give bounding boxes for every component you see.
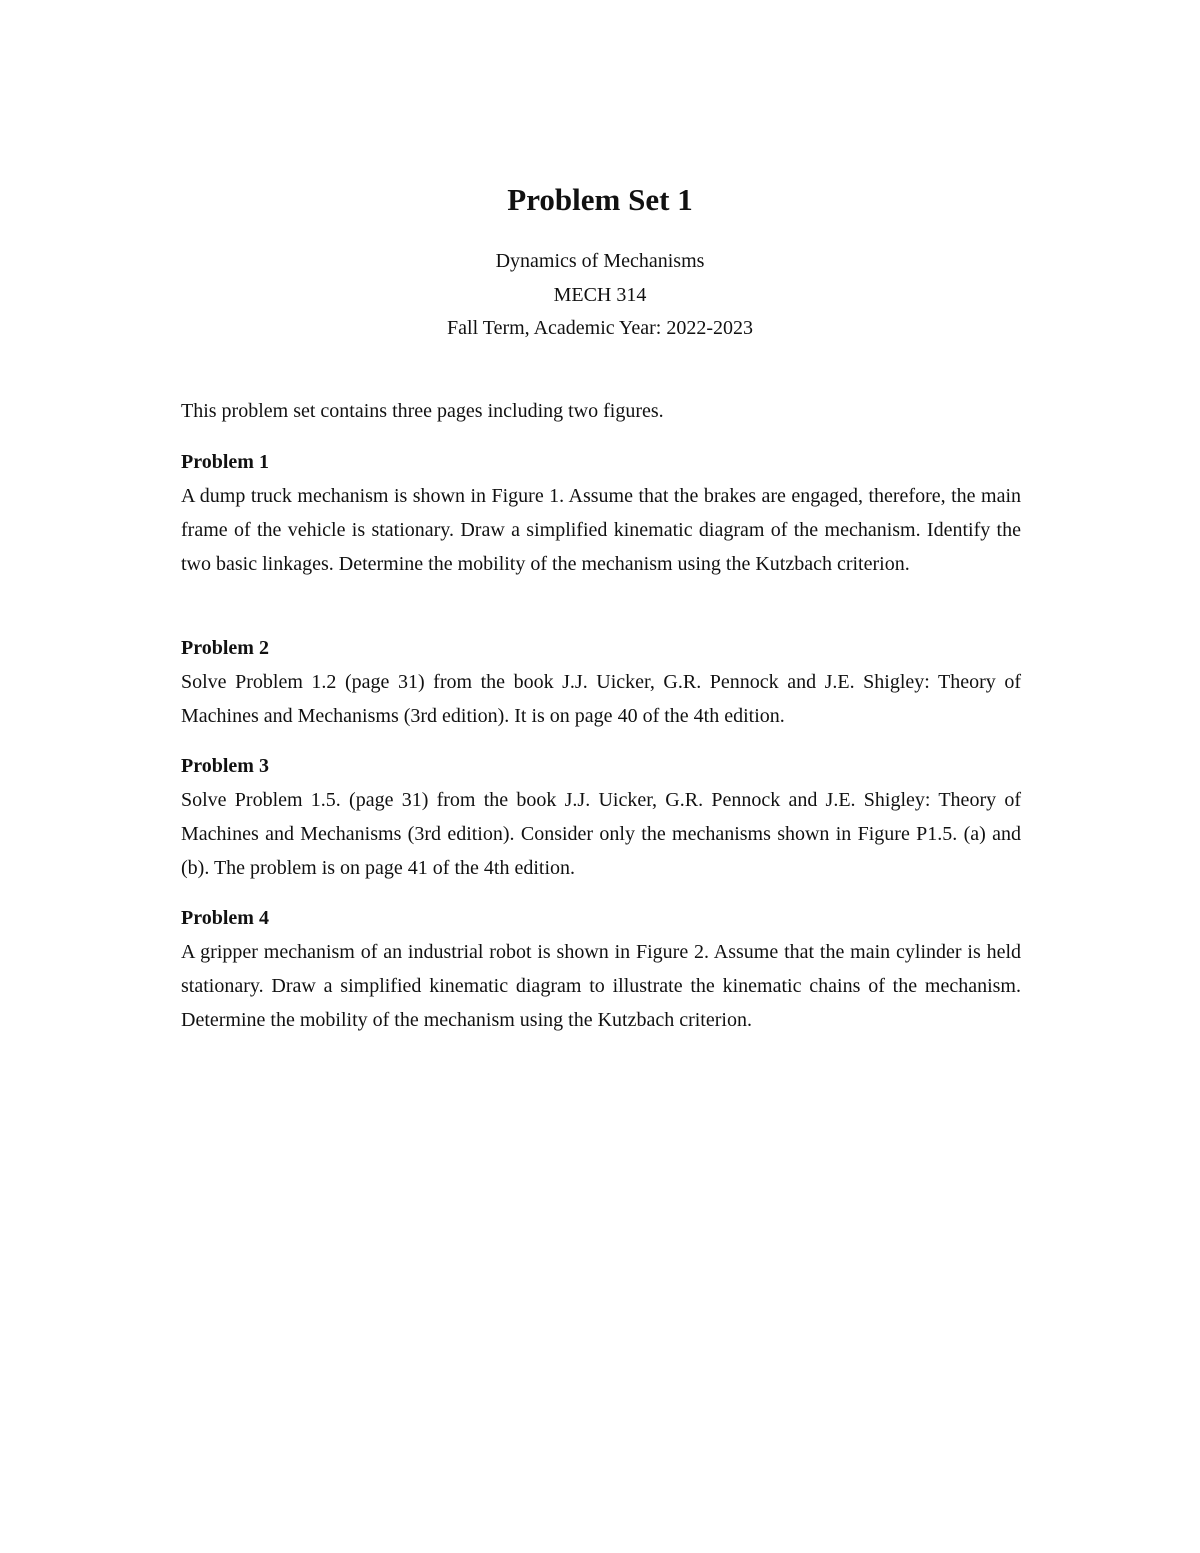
problem-heading: Problem 4 — [181, 907, 269, 929]
intro-text: This problem set contains three pages including two figures. — [181, 400, 664, 422]
page-title: Problem Set 1 — [507, 182, 693, 217]
problem-text: Solve Problem 1.5. (page 31) from the book J.J. Uicker, G.R. Pennock and J.E. Shigley: Theory of Machines and Mechanisms (3rd edition). Consider only the mechanisms shown in Figure P1.5. (a) and (b). The problem is on page 41 of the 4th edition. — [181, 789, 1021, 879]
problem-text: Solve Problem 1.2 (page 31) from the book J.J. Uicker, G.R. Pennock and J.E. Shigley: Theory of Machines and Mechanisms (3rd edition). It is on page 40 of the 4th edition. — [181, 671, 1021, 727]
problem-4 — [181, 901, 1021, 1037]
term-line: Fall Term, Academic Year: 2022-2023 — [447, 317, 753, 339]
problem-heading: Problem 2 — [181, 637, 269, 659]
problem-1 — [181, 445, 1021, 581]
problem-2 — [181, 631, 1021, 733]
problem-text: A dump truck mechanism is shown in Figure 1. Assume that the brakes are engaged, therefore, the main frame of the vehicle is stationary. Draw a simplified kinematic diagram of the mechanism. Identify the two basic linkages. Determine the mobility of the mechanism using the Kutzbach criterion. — [181, 485, 1021, 575]
problem-text: A gripper mechanism of an industrial robot is shown in Figure 2. Assume that the main cylinder is held stationary. Draw a simplified kinematic diagram to illustrate the kinematic chains of the mechanism. Determine the mobility of the mechanism using the Kutzbach criterion. — [181, 941, 1021, 1031]
course-name: Dynamics of Mechanisms — [495, 250, 705, 272]
course-code: MECH 314 — [553, 284, 647, 306]
problem-heading: Problem 1 — [181, 451, 269, 473]
problem-3 — [181, 749, 1021, 885]
problem-heading: Problem 3 — [181, 755, 269, 777]
